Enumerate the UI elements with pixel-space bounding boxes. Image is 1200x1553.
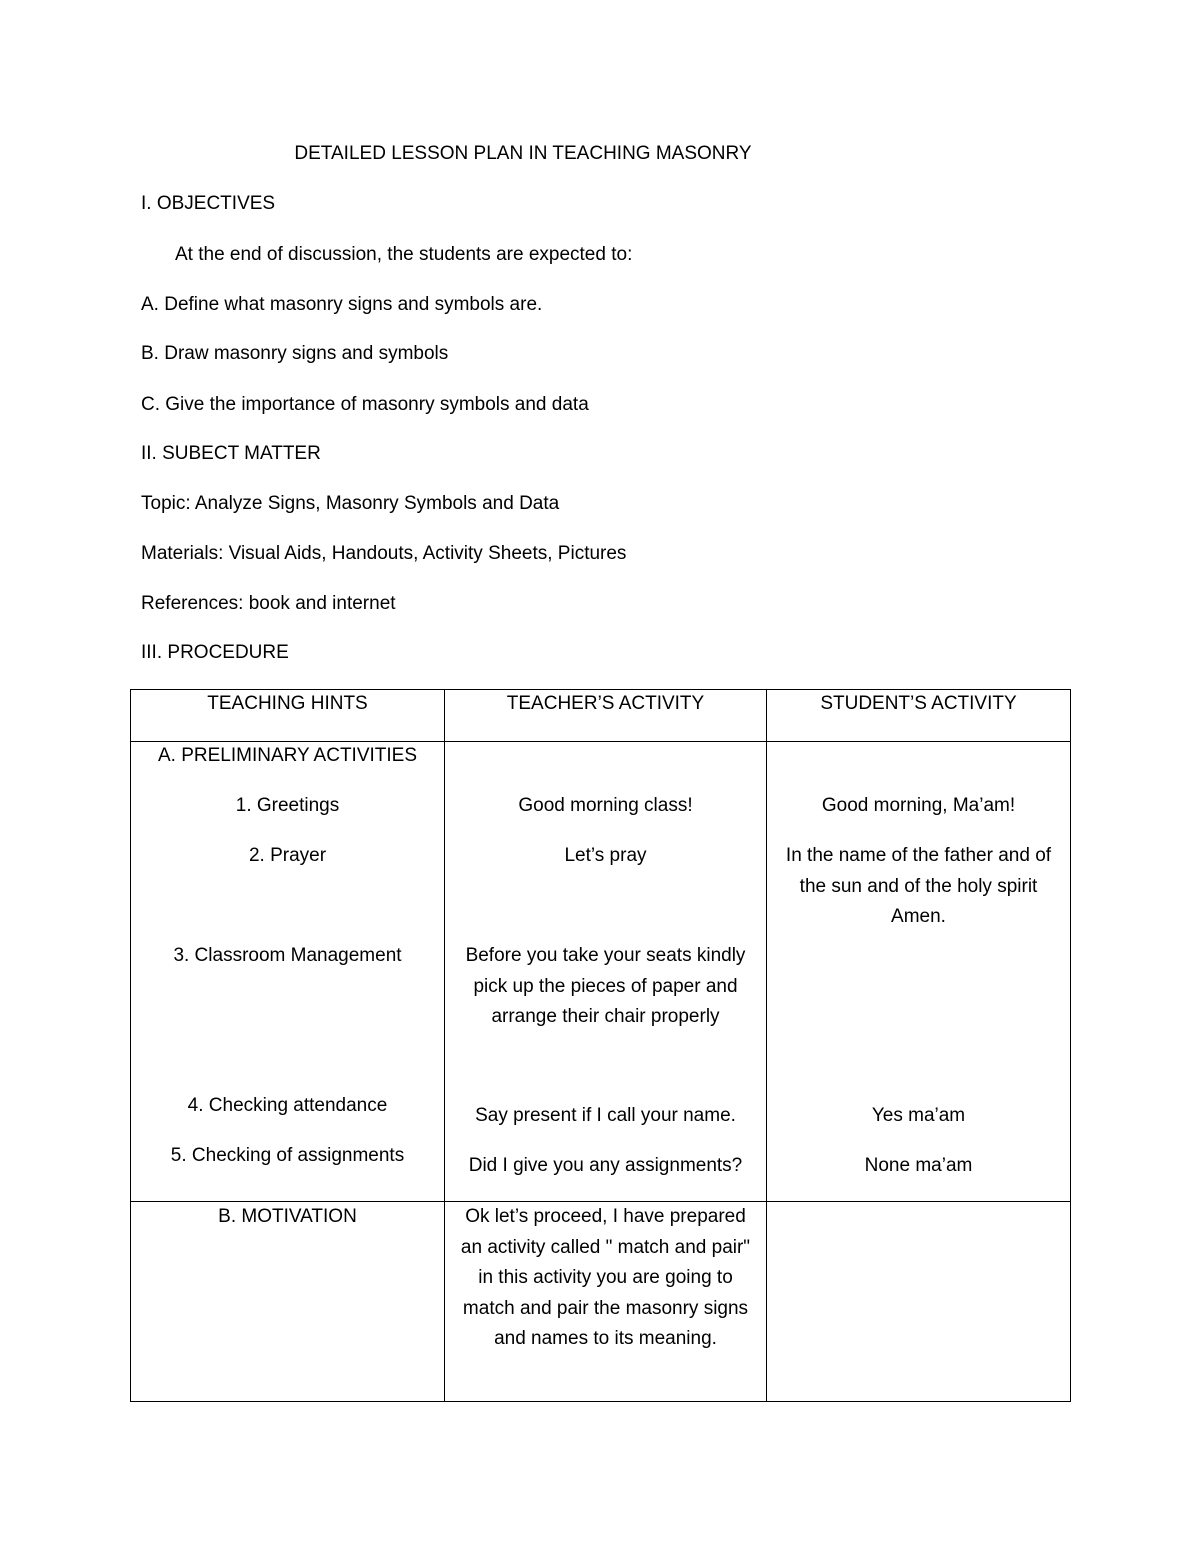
motivation-section-label: B. MOTIVATION bbox=[218, 1206, 357, 1227]
subject-references: References: book and internet bbox=[141, 593, 396, 614]
student-assignments: None ma’am bbox=[864, 1155, 973, 1176]
hint-prayer: 2. Prayer bbox=[248, 845, 327, 866]
header-teaching-hints-label: TEACHING HINTS bbox=[207, 693, 368, 714]
motivation-teacher-cell bbox=[445, 1202, 767, 1402]
student-greeting: Good morning, Ma’am! bbox=[821, 795, 1016, 816]
header-teachers-activity-label: TEACHER’S ACTIVITY bbox=[506, 693, 705, 714]
header-students-activity bbox=[767, 690, 1071, 742]
table-row-preliminary bbox=[131, 742, 1071, 1202]
header-students-activity-label: STUDENT’S ACTIVITY bbox=[820, 693, 1017, 714]
objective-item-a: A. Define what masonry signs and symbols are. bbox=[141, 294, 543, 315]
table-row-motivation bbox=[131, 1202, 1071, 1402]
motivation-hints-cell bbox=[131, 1202, 445, 1402]
hint-checking-assignments: 5. Checking of assignments bbox=[170, 1145, 405, 1166]
preliminary-section-label: A. PRELIMINARY ACTIVITIES bbox=[157, 745, 418, 766]
motivation-student-cell bbox=[767, 1202, 1071, 1402]
teacher-prayer: Let’s pray bbox=[564, 845, 647, 866]
procedure-table bbox=[130, 689, 1071, 1402]
preliminary-hints-cell bbox=[131, 742, 445, 1202]
student-prayer: In the name of the father and of the sun and of the holy spirit Amen. bbox=[785, 845, 1052, 927]
objective-item-b: B. Draw masonry signs and symbols bbox=[141, 343, 449, 364]
header-teachers-activity bbox=[445, 690, 767, 742]
teacher-classroom-management: Before you take your seats kindly pick up the pieces of paper and arrange their chair properly bbox=[465, 945, 746, 1027]
hint-checking-attendance: 4. Checking attendance bbox=[187, 1095, 388, 1116]
student-attendance: Yes ma’am bbox=[871, 1105, 966, 1126]
objectives-intro: At the end of discussion, the students are expected to: bbox=[175, 244, 633, 265]
hint-greetings: 1. Greetings bbox=[235, 795, 340, 816]
subject-materials: Materials: Visual Aids, Handouts, Activity Sheets, Pictures bbox=[141, 543, 627, 564]
preliminary-student-cell bbox=[767, 742, 1071, 1202]
objective-item-c: C. Give the importance of masonry symbols and data bbox=[141, 394, 589, 415]
preliminary-teacher-cell bbox=[445, 742, 767, 1202]
procedure-heading: III. PROCEDURE bbox=[141, 642, 289, 663]
header-teaching-hints bbox=[131, 690, 445, 742]
teacher-attendance: Say present if I call your name. bbox=[475, 1105, 736, 1126]
motivation-teacher-text: Ok let’s proceed, I have prepared an activity called " match and pair" in this activity you are going to match and pair the masonry signs and names to its meaning. bbox=[460, 1206, 751, 1349]
objectives-heading: I. OBJECTIVES bbox=[141, 193, 276, 214]
hint-classroom-management: 3. Classroom Management bbox=[173, 945, 402, 966]
teacher-greeting: Good morning class! bbox=[518, 795, 693, 816]
page-title: DETAILED LESSON PLAN IN TEACHING MASONRY bbox=[294, 143, 752, 164]
subject-topic: Topic: Analyze Signs, Masonry Symbols and Data bbox=[141, 493, 560, 514]
table-header-row bbox=[131, 690, 1071, 742]
subject-matter-heading: II. SUBECT MATTER bbox=[141, 443, 321, 464]
teacher-assignments: Did I give you any assignments? bbox=[468, 1155, 743, 1176]
